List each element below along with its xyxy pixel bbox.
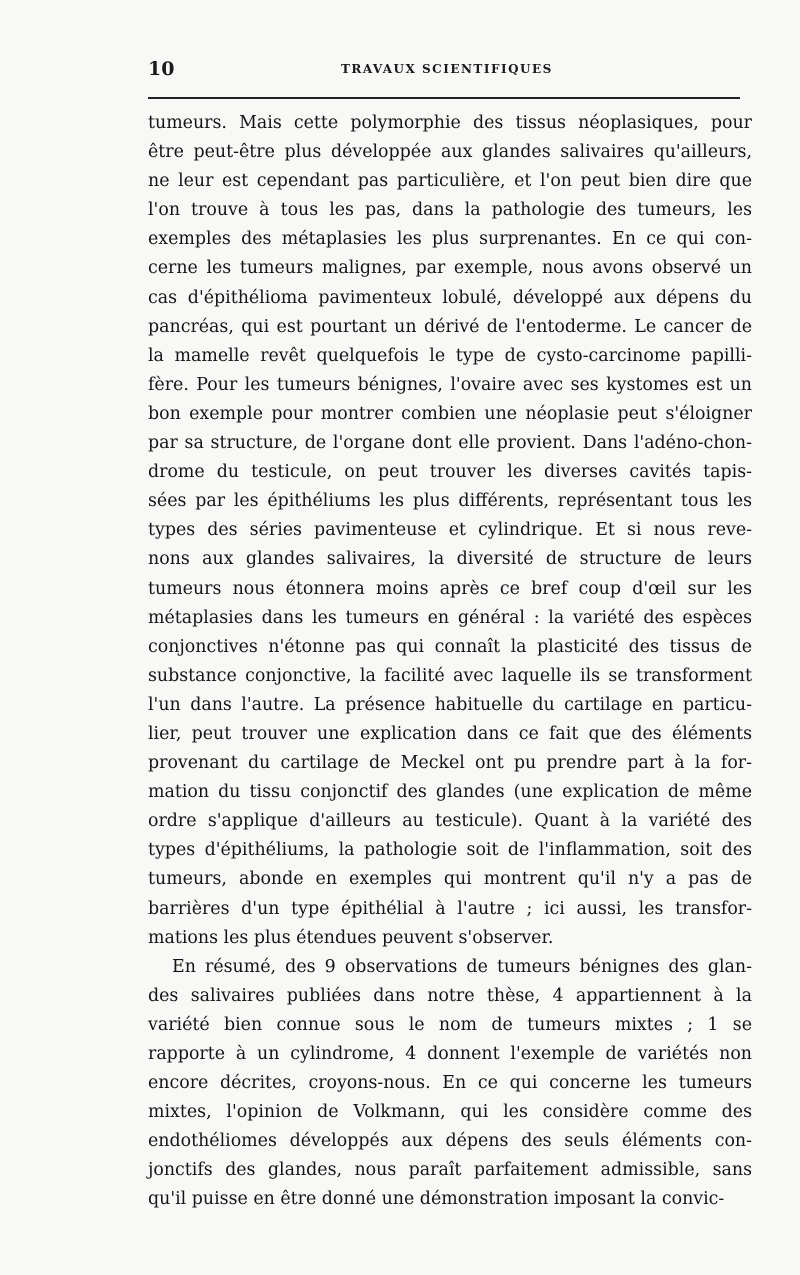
body-text — [148, 109, 752, 1215]
text-line: rapporte à un cylindrome, 4 donnent l'exemple de variétés non — [148, 1044, 752, 1064]
page-header — [148, 58, 740, 82]
text-line: fère. Pour les tumeurs bénignes, l'ovaire avec ses kystomes est un — [148, 374, 752, 395]
text-line: exemples des métaplasies les plus surprenantes. En ce qui con- — [148, 229, 752, 250]
header-rule — [148, 97, 740, 99]
text-line: la mamelle revêt quelquefois le type de cysto-carcinome papilli- — [148, 345, 752, 366]
text-line: En résumé, des 9 observations de tumeurs bénignes des glan- — [172, 956, 752, 977]
text-line: conjonctives n'étonne pas qui connaît la plasticité des tissus de — [148, 636, 752, 657]
text-line: encore décrites, croyons-nous. En ce qui concerne les tumeurs — [148, 1073, 752, 1094]
text-line: mixtes, l'opinion de Volkmann, qui les considère comme des — [148, 1102, 752, 1123]
text-line: variété bien connue sous le nom de tumeurs mixtes ; 1 se — [148, 1014, 752, 1035]
text-line: cerne les tumeurs malignes, par exemple, nous avons observé un — [148, 258, 752, 279]
text-line: mations les plus étendues peuvent s'observer. — [148, 927, 554, 948]
text-line: tumeurs. Mais cette polymorphie des tissus néoplasiques, pour — [148, 113, 752, 133]
paragraph — [148, 109, 752, 953]
text-line: l'un dans l'autre. La présence habituelle du cartilage en particu- — [148, 694, 752, 715]
text-line: être peut-être plus développée aux glandes salivaires qu'ailleurs, — [148, 142, 752, 163]
text-line: endothéliomes développés aux dépens des seuls éléments con- — [148, 1131, 752, 1152]
text-line: mation du tissu conjonctif des glandes (une explication de même — [148, 782, 752, 803]
text-line: types d'épithéliums, la pathologie soit de l'inflammation, soit des — [148, 840, 752, 861]
text-line: sées par les épithéliums les plus différents, représentant tous les — [148, 491, 752, 512]
text-line: jonctifs des glandes, nous paraît parfaitement admissible, sans — [148, 1160, 752, 1181]
text-line: par sa structure, de l'organe dont elle provient. Dans l'adéno-chon- — [148, 433, 752, 454]
text-line: qu'il puisse en être donné une démonstration imposant la convic- — [148, 1189, 725, 1210]
text-line: drome du testicule, on peut trouver les diverses cavités tapis- — [148, 462, 752, 483]
text-line: nons aux glandes salivaires, la diversité de structure de leurs — [148, 549, 752, 570]
paragraph — [148, 953, 752, 1215]
text-line: métaplasies dans les tumeurs en général : la variété des espèces — [148, 607, 752, 628]
running-title: TRAVAUX SCIENTIFIQUES — [341, 62, 553, 76]
text-line: tumeurs, abonde en exemples qui montrent qu'il n'y a pas de — [148, 869, 752, 890]
text-line: provenant du cartilage de Meckel ont pu prendre part à la for- — [148, 753, 752, 774]
text-line: lier, peut trouver une explication dans ce fait que des éléments — [148, 723, 752, 744]
text-line: pancréas, qui est pourtant un dérivé de l'entoderme. Le cancer de — [148, 316, 752, 337]
text-line: barrières d'un type épithélial à l'autre ; ici aussi, les transfor- — [148, 898, 752, 919]
text-line: ordre s'applique d'ailleurs au testicule). Quant à la variété des — [148, 811, 752, 832]
text-line: bon exemple pour montrer combien une néoplasie peut s'éloigner — [148, 403, 752, 424]
text-line: l'on trouve à tous les pas, dans la pathologie des tumeurs, les — [148, 200, 752, 221]
page-number: 10 — [148, 58, 175, 80]
text-line: des salivaires publiées dans notre thèse, 4 appartiennent à la — [148, 985, 752, 1006]
text-line: substance conjonctive, la facilité avec laquelle ils se transforment — [148, 665, 752, 686]
text-line: tumeurs nous étonnera moins après ce bref coup d'œil sur les — [148, 578, 752, 599]
text-line: cas d'épithélioma pavimenteux lobulé, développé aux dépens du — [148, 287, 752, 308]
text-line: types des séries pavimenteuse et cylindrique. Et si nous reve- — [148, 520, 752, 541]
text-line: ne leur est cependant pas particulière, et l'on peut bien dire que — [148, 171, 752, 192]
